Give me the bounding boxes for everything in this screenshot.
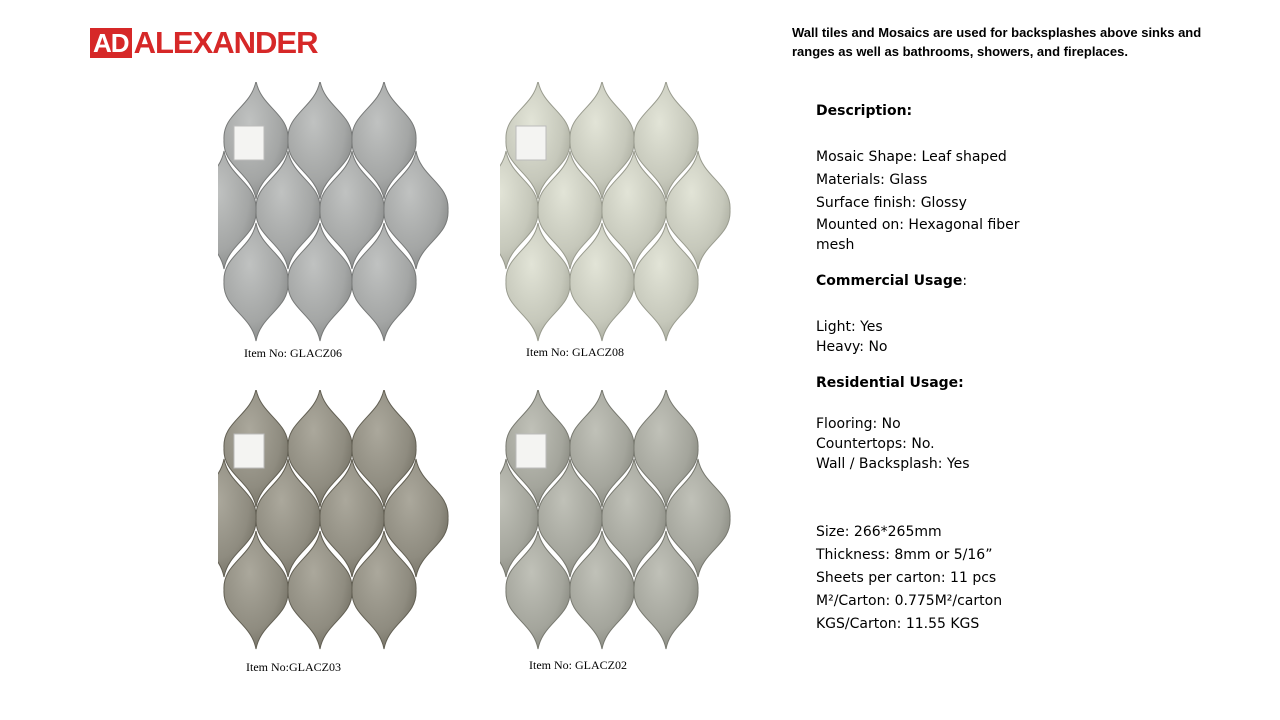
residential-wall: Wall / Backsplash: Yes [816, 456, 970, 472]
sheet-label-sticker [234, 126, 264, 160]
brand-name: ALEXANDER [133, 25, 318, 60]
product-image-3 [218, 390, 454, 652]
commercial-usage-heading-text: Commercial Usage [816, 273, 963, 289]
sheet-label-sticker [516, 126, 546, 160]
product-item-number: Item No: GLACZ06 [244, 346, 342, 360]
spec-thickness: Thickness: 8mm or 5/16” [816, 547, 993, 563]
product-image-2 [500, 82, 736, 344]
sheet-label-sticker [516, 434, 546, 468]
commercial-light: Light: Yes [816, 319, 883, 335]
commercial-usage-heading [816, 271, 1056, 291]
spec-materials: Materials: Glass [816, 172, 928, 188]
brand-badge: AD [90, 28, 132, 58]
residential-countertops: Countertops: No. [816, 436, 935, 452]
spec-kgs-per-carton: KGS/Carton: 11.55 KGS [816, 616, 980, 632]
spec-mounted: Mounted on: Hexagonal fiber mesh [816, 217, 1020, 253]
spec-panel [816, 100, 1056, 636]
product-item-number: Item No: GLACZ08 [526, 345, 624, 359]
intro-text: Wall tiles and Mosaics are used for backsplashes above sinks and ranges as well as bathrooms, showers, and fireplaces. [792, 25, 1202, 59]
product-image-1 [218, 82, 454, 344]
commercial-heavy: Heavy: No [816, 339, 888, 355]
brand-logo [90, 25, 318, 60]
commercial-usage-colon: : [962, 273, 968, 289]
spec-sheets-per-carton: Sheets per carton: 11 pcs [816, 570, 997, 586]
spec-shape: Mosaic Shape: Leaf shaped [816, 149, 1007, 165]
sheet-label-sticker [234, 434, 264, 468]
spec-m2-per-carton: M²/Carton: 0.775M²/carton [816, 593, 1003, 609]
product-image-4 [500, 390, 736, 652]
spec-size: Size: 266*265mm [816, 524, 942, 540]
description-heading: Description: [816, 103, 913, 119]
residential-flooring: Flooring: No [816, 416, 901, 432]
residential-usage-heading: Residential Usage: [816, 375, 964, 391]
product-item-number: Item No:GLACZ03 [246, 660, 341, 674]
product-item-number: Item No: GLACZ02 [529, 658, 627, 672]
spec-finish: Surface finish: Glossy [816, 195, 967, 211]
